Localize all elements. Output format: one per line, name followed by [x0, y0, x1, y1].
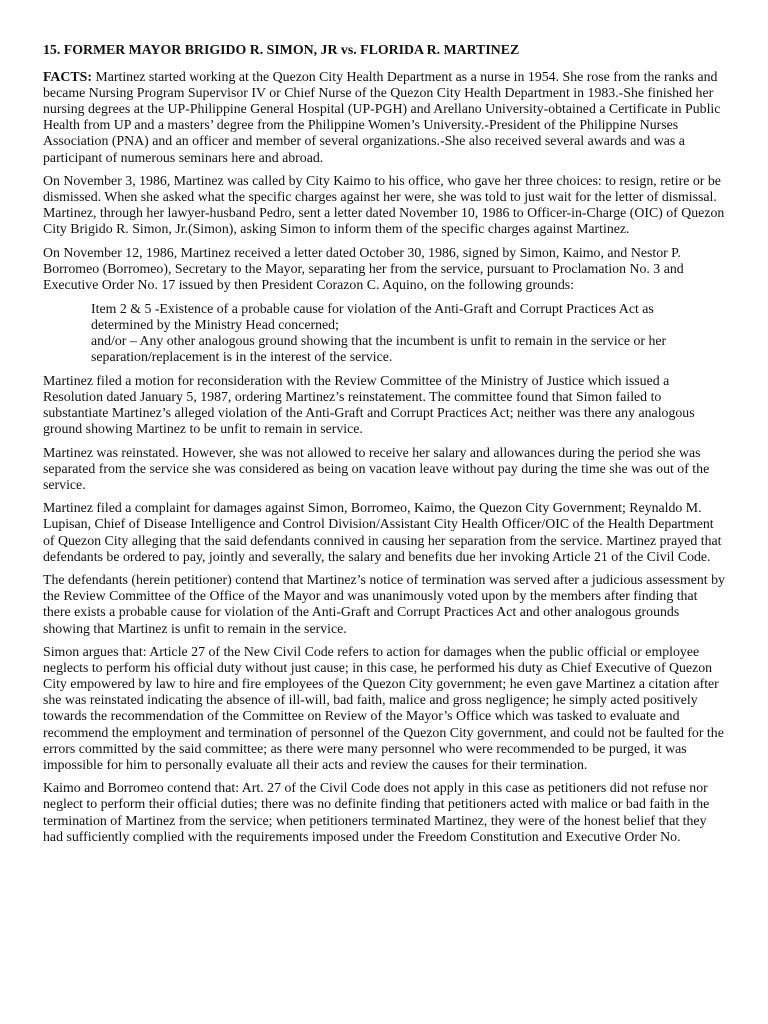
paragraph-separation-letter: On November 12, 1986, Martinez received a letter dated October 30, 1986, signed by Simon, Kaimo, and Nestor P. Borromeo (Borromeo), Secretary to the Mayor, separating her from the service, pursuant to Proclamation No. 3 and Executive Order No. 17 issued by then President Corazon C. Aquino, on the following grounds:	[43, 245, 684, 293]
paragraph-defendants-contention: The defendants (herein petitioner) contend that Martinez’s notice of termination was served after a judicious assessment by the Review Committee of the Office of the Mayor and was unanimously voted upon by the members after finding that there exists a probable cause for violation of the Anti-Graft and Corrupt Practices Act and other analogous grounds showing that Martinez is unfit to remain in the service.	[43, 572, 725, 636]
paragraph-simon-argument: Simon argues that: Article 27 of the New Civil Code refers to action for damages when the public official or employee neglects to perform his official duty without just cause; in this case, he performed his duty as Chief Executive of Quezon City empowered by law to hire and fire employees of the Quezon City government; he even gave Martinez a citation after she was reinstated indicating the absence of ill-will, bad faith, malice and gross negligence; he simply acted positively towards the recommendation of the Committee on Review of the Mayor’s Office which was tasked to evaluate and recommend the employment and termination of personnel of the Quezon City government, and could not be faulted for the errors committed by the said committee; as there were many personnel who were recommended to be purged, it was impossible for him to personally evaluate all their acts and review the causes for their termination.	[43, 644, 724, 772]
ground-item: and/or – Any other analogous ground showing that the incumbent is unfit to remain in the service or her separation/replacement is in the interest of the service.	[91, 333, 667, 365]
paragraph-complaint: Martinez filed a complaint for damages against Simon, Borromeo, Kaimo, the Quezon City Government; Reynaldo M. Lupisan, Chief of Disease Intelligence and Control Division/Assistant City Health Officer/OIC of the Health Department of Quezon City alleging that the said defendants connived in causing her separation from the service. Martinez prayed that defendants be ordered to pay, jointly and severally, the salary and benefits due her invoking Article 21 of the Civil Code.	[43, 500, 722, 564]
paragraph-reconsideration: Martinez filed a motion for reconsideration with the Review Committee of the Ministry of Justice which issued a Resolution dated January 5, 1987, ordering Martinez’s reinstatement. The committee found that Simon failed to substantiate Martinez’s alleged violation of the Anti-Graft and Corrupt Practices Act; neither was there any analogous ground showing Martinez to be unfit to remain in service.	[43, 372, 695, 436]
facts-paragraph	[43, 69, 728, 166]
grounds-block	[91, 301, 728, 365]
facts-text: Martinez started working at the Quezon City Health Department as a nurse in 1954. She rose from the ranks and became Nursing Program Supervisor IV or Chief Nurse of the Quezon City Health Department in 1983.-She finished her nursing degrees at the UP-Philippine General Hospital (UP-PGH) and Arellano University-obtained a Certificate in Public Health from UP and a masters’ degree from the Philippine Women’s University.-President of the Philippine Nurses Association (PNA) and an officer and member of several organizations.-She also received several awards and was a participant of numerous seminars here and abroad.	[43, 69, 721, 165]
ground-item: Item 2 & 5 -Existence of a probable cause for violation of the Anti-Graft and Corrupt Practices Act as determined by the Ministry Head concerned;	[91, 300, 654, 332]
facts-label: FACTS:	[43, 69, 92, 85]
document-page	[43, 42, 728, 852]
paragraph-kaimo-borromeo: Kaimo and Borromeo contend that: Art. 27 of the Civil Code does not apply in this case as petitioners did not refuse nor neglect to perform their official duties; there was no definite finding that petitioners acted with malice or bad faith in the termination of Martinez from the service; when petitioners terminated Martinez, they were of the honest belief that they had sufficiently complied with the requirements imposed under the Freedom Constitution and Executive Order No.	[43, 780, 710, 844]
paragraph-reinstated: Martinez was reinstated. However, she was not allowed to receive her salary and allowances during the period she was separated from the service she was considered as being on vacation leave without pay during the time she was out of the service.	[43, 444, 710, 492]
case-title: 15. FORMER MAYOR BRIGIDO R. SIMON, JR vs. FLORIDA R. MARTINEZ	[43, 42, 520, 57]
paragraph-dismissal-meeting: On November 3, 1986, Martinez was called by City Kaimo to his office, who gave her three choices: to resign, retire or be dismissed. When she asked what the specific charges against her were, she was told to just wait for the letter of dismissal. Martinez, through her lawyer-husband Pedro, sent a letter dated November 10, 1986 to Officer-in-Charge (OIC) of Quezon City Brigido R. Simon, Jr.(Simon), asking Simon to inform them of the specific charges against Martinez.	[43, 173, 725, 237]
